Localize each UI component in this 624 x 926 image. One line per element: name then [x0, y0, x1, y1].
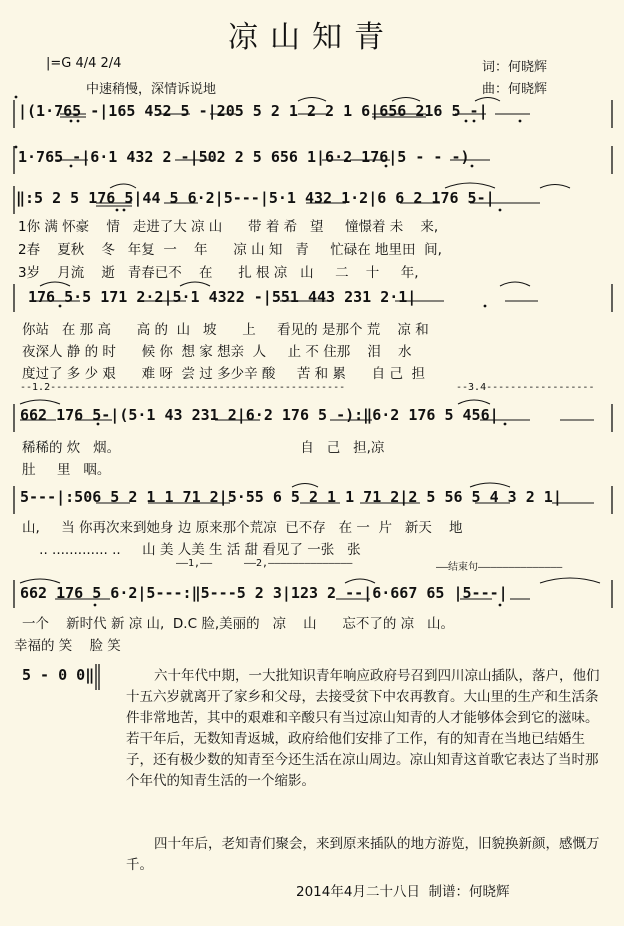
song-title: 凉山知青 — [228, 20, 396, 55]
lyric-line-5: 夜深人 静 的 时 候 你 想 家 想亲 人 止 不 住那 泪 水 — [22, 344, 412, 360]
notation-line-7: 662 176 5 6·2|5---:‖5---5 2 3|123 2 --|6·667 65 |5---| — [20, 584, 508, 602]
notation-line-8: 5 - 0 0‖ — [22, 666, 95, 684]
notation-line-5: 662 176 5-|(5·1 43 231 2|6·2 176 5 -):‖6·2 176 5 456| — [20, 406, 499, 424]
background-paragraph-1: 六十年代中期，一大批知识青年响应政府号召到四川凉山插队，落户，他们十五六岁就离开了家乡和父母，去接受贫下中农再教育。大山里的生产和生活条件非常地苦，其中的艰难和辛酸只有当过凉山知青的人才能够体会到它的滋味。若干年后，无数知青返城，政府给他们安排了工作，有的知青在当地已结婚生子，还有极少数的知青至今还生活在凉山周边。凉山知青这首歌它表达了当时那个年代的知青生活的一个缩影。 — [126, 668, 600, 789]
volta-1-2: --1.2------------------------------------------------- — [20, 382, 346, 393]
lyric-line-2: 2春 夏秋 冬 年复 一 年 凉 山 知 青 忙碌在 地里田 间, — [18, 242, 442, 258]
lyric-line-8: 肚 里 咽。 — [22, 462, 111, 478]
signature-date: 2014年4月二十八日 制谱：何晓辉 — [296, 884, 510, 900]
lyric-line-4: 你站 在 那 高 高 的 山 坡 上 看见的 是那个 荒 凉 和 — [22, 322, 429, 338]
lyric-line-10: .. ............. .. 山 美 人美 生 活 甜 看见了 一张 张 — [22, 542, 361, 558]
notation-line-3: ‖:5 2 5 176 5|44 5 6·2|5---|5·1 432 1·2|6 6 2 176 5-| — [16, 189, 495, 207]
notation-line-6: 5---|:506 5 2 1 1 71 2|5·55 6 5 2 1 1 71 2|2 5 56 5 4 3 2 1| — [20, 488, 562, 506]
final-ending: ——结束句—————————————— — [436, 562, 563, 573]
notation-line-2: 1·765 -|6·1 432 2 -|502 2 5 656 1|6·2 176|5 - - -) — [18, 148, 470, 166]
background-paragraph-2: 四十年后，老知青们聚会，来到原来插队的地方游览，旧貌换新颜，感慨万千。 — [126, 836, 600, 873]
notation-line-1: |(1·765 -|165 452 5 -|205 5 2 1 2 2 1 6|656 216 5 -| — [18, 102, 488, 120]
lyric-line-9: 山, 当 你再次来到她身 边 原来那个荒凉 已不存 在 一 片 新天 地 — [22, 520, 463, 536]
ending-1: ——1,—— — [176, 558, 213, 569]
lyric-line-6: 度过了 多 少 艰 难 呀 尝 过 多少辛 酸 苦 和 累 自 己 担 — [22, 366, 426, 382]
lyric-line-3: 3岁 月流 逝 青春已不 在 扎 根 凉 山 二 十 年, — [18, 265, 419, 281]
ending-2: ——2,—————————————— — [244, 558, 353, 569]
key-signature: |=G 4/4 2/4 — [46, 56, 122, 71]
notation-line-4: 176 5·5 171 2·2|5·1 4322 -|551 443 231 2·1| — [28, 288, 417, 306]
composer-credit: 曲：何晓辉 — [482, 82, 548, 97]
lyricist-credit: 词：何晓辉 — [482, 60, 548, 75]
lyric-line-7: 稀稀的 炊 烟。 自 己 担,凉 — [22, 440, 385, 456]
lyric-line-12: 幸福的 笑 脸 笑 — [14, 638, 121, 654]
tempo-marking: 中速稍慢，深情诉说地 — [86, 82, 217, 97]
lyric-line-1: 1你 满 怀豪 情 走进了大 凉 山 带 着 希 望 憧憬着 未 来, — [18, 219, 439, 235]
lyric-line-11: 一个 新时代 新 凉 山, D.C 脸,美丽的 凉 山 忘不了的 凉 山。 — [22, 616, 455, 632]
volta-3-4: --3.4------------------ — [456, 382, 595, 393]
